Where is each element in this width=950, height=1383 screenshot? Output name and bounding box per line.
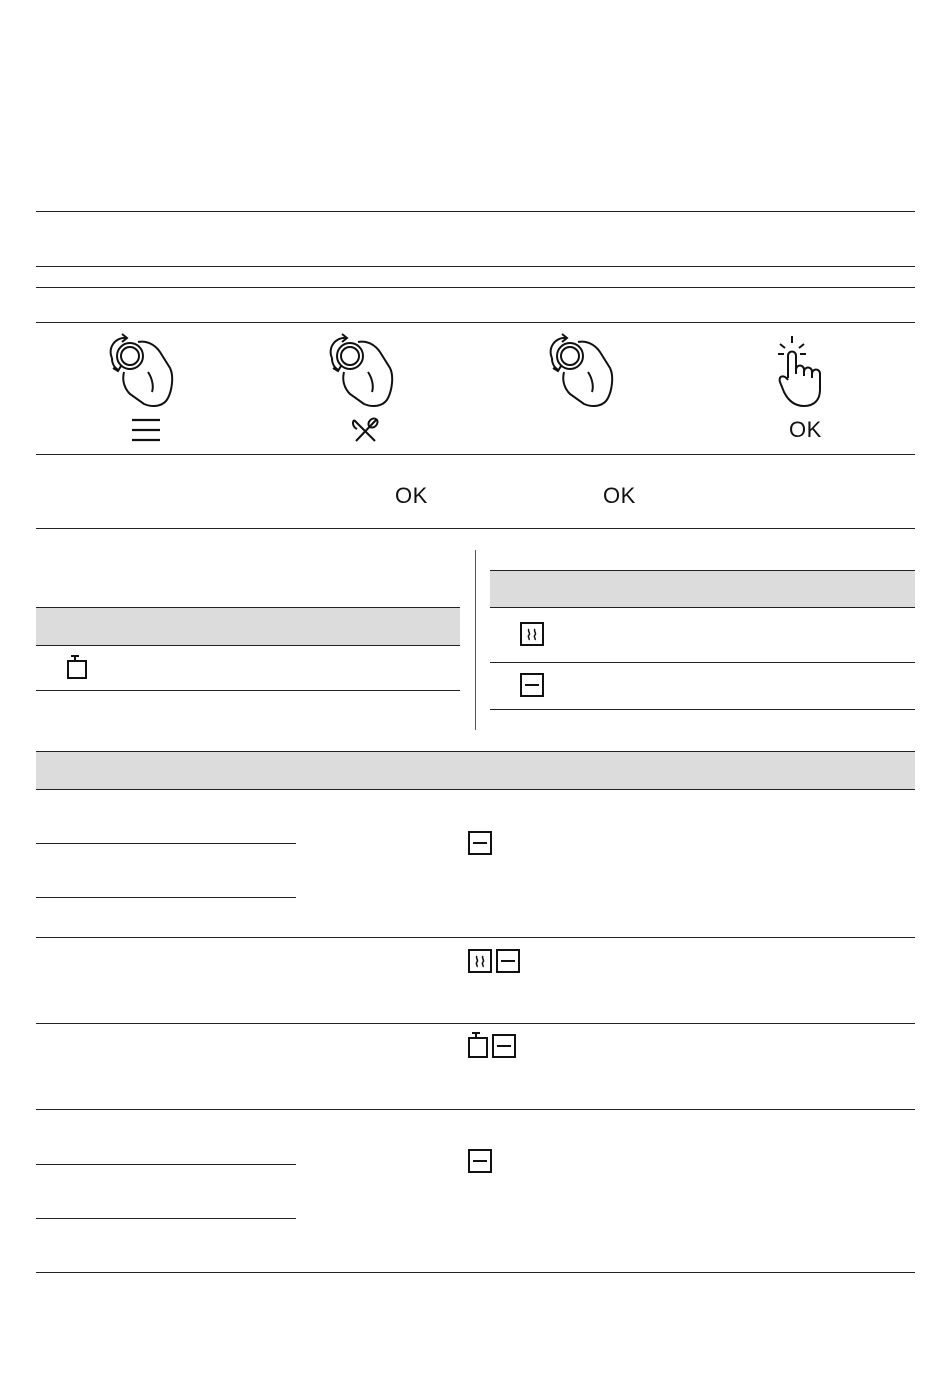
- bottom-heat-icon: [467, 1148, 493, 1174]
- lid-container-icon: [66, 654, 88, 680]
- rule: [36, 1272, 915, 1273]
- rule: [36, 528, 915, 529]
- bottom-heat-icon: [519, 672, 545, 698]
- rule: [490, 570, 915, 571]
- rule: [36, 645, 460, 646]
- table-header: [490, 570, 915, 607]
- rule: [36, 690, 460, 691]
- rule: [490, 607, 915, 608]
- menu-icon: [131, 418, 161, 442]
- rule: [36, 322, 915, 323]
- rotate-knob-icon: [104, 330, 176, 410]
- cutlery-icon: [351, 417, 379, 443]
- rule: [36, 1164, 296, 1165]
- rule: [36, 211, 915, 212]
- rule: [36, 1218, 296, 1219]
- steam-icon: [519, 621, 545, 647]
- rotate-knob-icon: [544, 330, 616, 410]
- rule: [36, 897, 296, 898]
- bottom-heat-icon: [495, 948, 521, 974]
- rule: [36, 751, 915, 752]
- rule: [36, 937, 915, 938]
- table-header: [36, 607, 460, 645]
- rule: [36, 1109, 915, 1110]
- rule: [36, 789, 915, 790]
- rule: [36, 1023, 915, 1024]
- rule: [36, 287, 915, 288]
- rule: [36, 266, 915, 267]
- ok-label: OK: [395, 483, 428, 508]
- ok-label: OK: [789, 417, 822, 442]
- table-header: [36, 751, 915, 789]
- rule: [490, 709, 915, 710]
- rule: [36, 843, 296, 844]
- rotate-knob-icon: [324, 330, 396, 410]
- rule: [490, 662, 915, 663]
- bottom-heat-icon: [491, 1033, 517, 1059]
- press-finger-icon: [776, 334, 828, 410]
- rule: [36, 454, 915, 455]
- bottom-heat-icon: [467, 830, 493, 856]
- column-divider: [475, 550, 476, 730]
- lid-container-icon: [467, 1031, 489, 1059]
- rule: [36, 607, 460, 608]
- ok-label: OK: [603, 483, 636, 508]
- steam-icon: [467, 948, 493, 974]
